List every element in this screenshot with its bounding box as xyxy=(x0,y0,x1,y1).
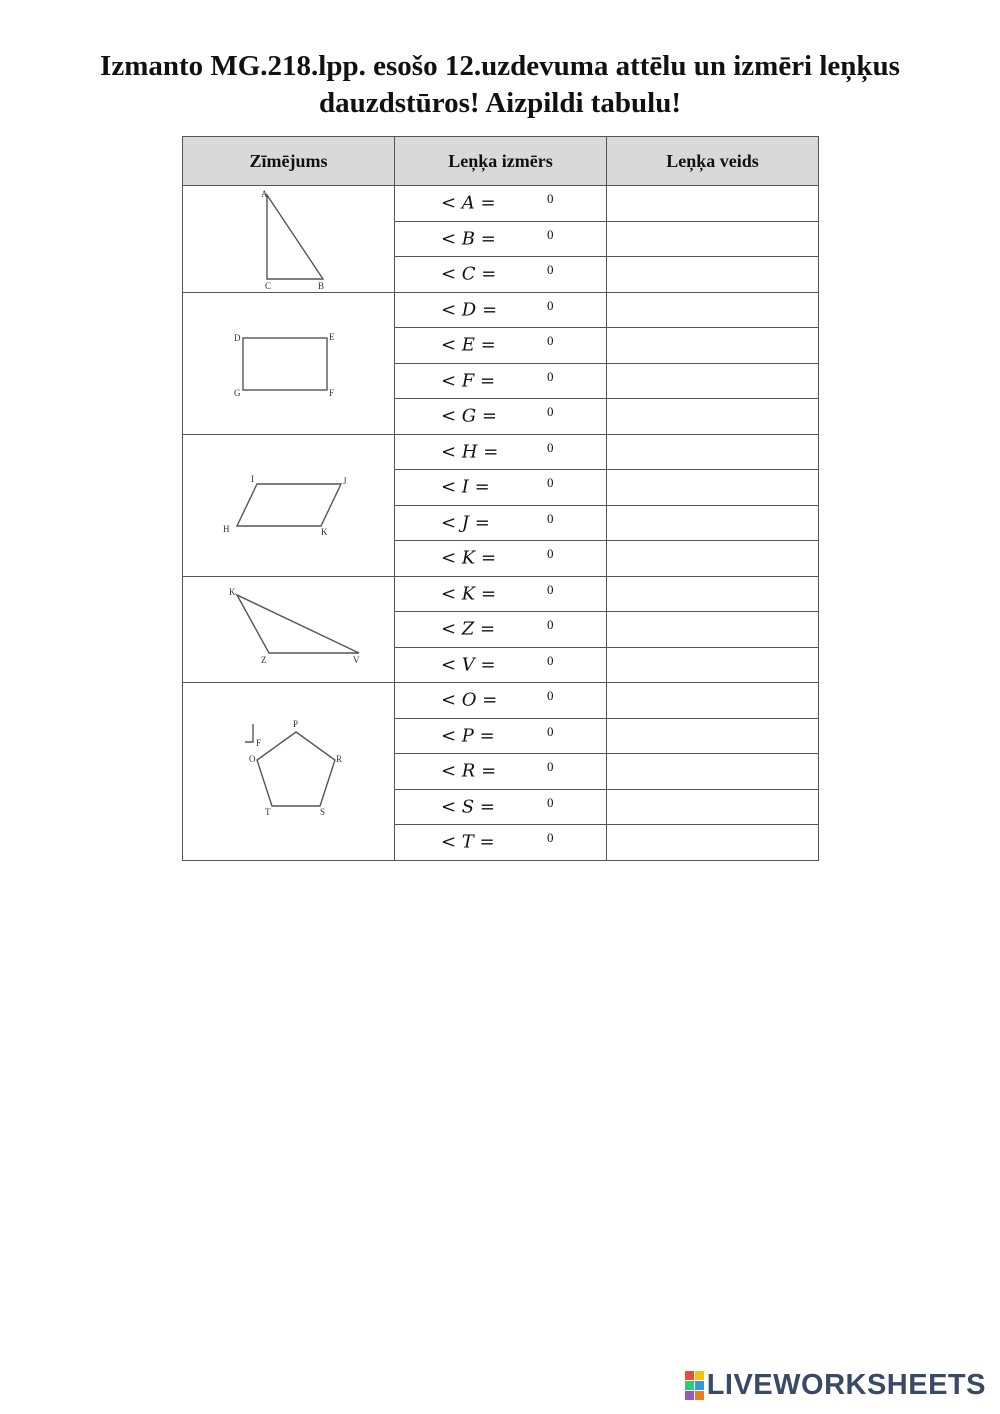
angle-table xyxy=(182,136,819,861)
angle-size-cell[interactable] xyxy=(395,470,607,506)
vertex-label: F xyxy=(255,738,261,749)
angle-type-input[interactable] xyxy=(607,222,818,257)
angle-label: < F = xyxy=(441,370,496,392)
worksheet-title xyxy=(40,48,960,122)
angle-size-cell[interactable] xyxy=(395,576,607,612)
angle-type-cell[interactable] xyxy=(607,328,819,364)
angle-label: < I = xyxy=(441,476,490,498)
degree-mark: 0 xyxy=(547,191,554,206)
parallelogram-drawing xyxy=(219,470,359,540)
angle-type-cell[interactable] xyxy=(607,221,819,257)
degree-mark: 0 xyxy=(547,688,554,703)
angle-size-cell[interactable] xyxy=(395,328,607,364)
degree-mark: 0 xyxy=(547,617,554,632)
angle-type-cell[interactable] xyxy=(607,470,819,506)
table-header-row xyxy=(183,137,819,186)
angle-type-input[interactable] xyxy=(607,328,818,363)
degree-mark: 0 xyxy=(547,226,554,242)
table-row xyxy=(183,186,819,222)
vertex-label: C xyxy=(264,280,271,291)
degree-mark: 0 xyxy=(547,652,554,668)
right-triangle-figure xyxy=(183,186,395,293)
vertex-label: R xyxy=(335,754,342,765)
angle-label: < J = xyxy=(441,512,490,534)
degree-mark: 0 xyxy=(547,262,554,277)
angle-type-cell[interactable] xyxy=(607,789,819,825)
angle-type-cell[interactable] xyxy=(607,825,819,861)
degree-mark: 0 xyxy=(547,333,554,348)
degree-mark: 0 xyxy=(547,794,554,810)
angle-label: < C = xyxy=(441,263,497,285)
table-row xyxy=(183,292,819,328)
vertex-label: Z xyxy=(260,655,266,666)
angle-type-cell[interactable] xyxy=(607,754,819,790)
rectangle-drawing xyxy=(229,328,349,398)
angle-label: < B = xyxy=(441,228,496,250)
angle-label: < D = xyxy=(441,299,498,321)
angle-type-cell[interactable] xyxy=(607,363,819,399)
vertex-label: H xyxy=(222,524,229,534)
angle-label: < P = xyxy=(441,725,495,747)
vertex-label: F xyxy=(328,388,334,398)
angle-size-cell[interactable] xyxy=(395,825,607,861)
angle-type-input[interactable] xyxy=(607,825,818,860)
degree-mark: 0 xyxy=(547,510,554,526)
degree-mark: 0 xyxy=(547,723,554,739)
vertex-label: O xyxy=(248,754,255,765)
title-line-2: dauzdstūros! Aizpildi tabulu! xyxy=(318,87,682,119)
degree-mark: 0 xyxy=(547,830,554,845)
angle-type-cell[interactable] xyxy=(607,576,819,612)
angle-type-cell[interactable] xyxy=(607,505,819,541)
angle-type-input[interactable] xyxy=(607,399,818,434)
header-angle-size: Leņķa izmērs xyxy=(395,137,607,186)
vertex-label: V xyxy=(352,655,359,666)
angle-type-input[interactable] xyxy=(607,506,818,541)
angle-type-input[interactable] xyxy=(607,683,818,718)
angle-type-cell[interactable] xyxy=(607,434,819,470)
angle-type-input[interactable] xyxy=(607,293,818,328)
logo-tile xyxy=(685,1391,694,1400)
logo-tile xyxy=(685,1371,694,1380)
header-angle-type: Leņķa veids xyxy=(607,137,819,186)
angle-label: < H = xyxy=(441,441,499,463)
vertex-label: J xyxy=(342,476,347,486)
degree-mark: 0 xyxy=(547,368,554,384)
logo-tiles-icon xyxy=(685,1371,704,1400)
angle-size-cell[interactable] xyxy=(395,292,607,328)
angle-size-cell[interactable] xyxy=(395,718,607,754)
obtuse-triangle-figure xyxy=(183,576,395,683)
vertex-label: E xyxy=(328,332,334,342)
angle-label: < E = xyxy=(441,334,496,356)
angle-type-input[interactable] xyxy=(607,719,818,754)
angle-size-cell[interactable] xyxy=(395,399,607,435)
parallelogram-figure xyxy=(183,434,395,576)
liveworksheets-logo[interactable] xyxy=(685,1369,986,1402)
angle-type-input[interactable] xyxy=(607,186,818,221)
angle-type-input[interactable] xyxy=(607,754,818,789)
vertex-label: I xyxy=(250,474,254,484)
vertex-label: B xyxy=(317,280,324,291)
angle-label: < V = xyxy=(441,654,496,676)
angle-label: < G = xyxy=(441,405,497,427)
angle-type-input[interactable] xyxy=(607,577,818,612)
title-line-1: Izmanto MG.218.lpp. esošo 12.uzdevuma attēlu un izmēri leņķus xyxy=(100,50,900,82)
angle-size-cell[interactable] xyxy=(395,789,607,825)
angle-type-cell[interactable] xyxy=(607,683,819,719)
angle-type-cell[interactable] xyxy=(607,186,819,222)
degree-mark: 0 xyxy=(547,475,554,490)
angle-size-cell[interactable] xyxy=(395,541,607,577)
angle-size-cell[interactable] xyxy=(395,257,607,293)
angle-label: < R = xyxy=(441,760,497,782)
angle-size-cell[interactable] xyxy=(395,647,607,683)
angle-label: < K = xyxy=(441,547,497,569)
angle-label: < K = xyxy=(441,583,497,605)
angle-size-cell[interactable] xyxy=(395,754,607,790)
angle-type-input[interactable] xyxy=(607,470,818,505)
logo-tile xyxy=(685,1381,694,1390)
degree-mark: 0 xyxy=(547,759,554,774)
angle-type-cell[interactable] xyxy=(607,718,819,754)
angle-label: < O = xyxy=(441,689,498,711)
angle-type-cell[interactable] xyxy=(607,541,819,577)
angle-size-cell[interactable] xyxy=(395,683,607,719)
angle-type-cell[interactable] xyxy=(607,399,819,435)
vertex-label: D xyxy=(233,333,240,343)
vertex-label: A xyxy=(260,188,267,199)
angle-type-input[interactable] xyxy=(607,648,818,683)
degree-mark: 0 xyxy=(547,581,554,597)
vertex-label: K xyxy=(320,527,327,537)
right-triangle-drawing xyxy=(229,187,349,291)
table-row xyxy=(183,434,819,470)
angle-label: < Z = xyxy=(441,618,496,640)
logo-text: LIVEWORKSHEETS xyxy=(706,1369,986,1401)
angle-size-cell[interactable] xyxy=(395,186,607,222)
logo-tile xyxy=(695,1381,704,1390)
pentagon-figure xyxy=(183,683,395,861)
angle-size-cell[interactable] xyxy=(395,434,607,470)
angle-size-cell[interactable] xyxy=(395,221,607,257)
degree-mark: 0 xyxy=(547,439,554,455)
rectangle-figure xyxy=(183,292,395,434)
angle-size-cell[interactable] xyxy=(395,363,607,399)
angle-size-cell[interactable] xyxy=(395,612,607,648)
angle-type-cell[interactable] xyxy=(607,292,819,328)
vertex-label: K xyxy=(228,587,235,598)
pentagon-drawing xyxy=(219,716,359,826)
header-drawing: Zīmējums xyxy=(183,137,395,186)
angle-label: < S = xyxy=(441,796,495,818)
angle-type-input[interactable] xyxy=(607,612,818,647)
logo-tile xyxy=(695,1391,704,1400)
angle-label: < A = xyxy=(441,192,496,214)
logo-tile xyxy=(695,1371,704,1380)
vertex-label: S xyxy=(319,807,325,818)
angle-type-input[interactable] xyxy=(607,541,818,576)
angle-type-input[interactable] xyxy=(607,257,818,292)
table-row xyxy=(183,683,819,719)
degree-mark: 0 xyxy=(547,404,554,419)
angle-size-cell[interactable] xyxy=(395,505,607,541)
degree-mark: 0 xyxy=(547,297,554,313)
angle-type-input[interactable] xyxy=(607,435,818,470)
angle-type-cell[interactable] xyxy=(607,257,819,293)
degree-mark: 0 xyxy=(547,546,554,561)
angle-type-input[interactable] xyxy=(607,364,818,399)
table-row xyxy=(183,576,819,612)
obtuse-triangle-drawing xyxy=(209,583,369,675)
angle-type-input[interactable] xyxy=(607,790,818,825)
angle-label: < T = xyxy=(441,831,495,853)
angle-type-cell[interactable] xyxy=(607,647,819,683)
vertex-label: T xyxy=(264,807,270,818)
vertex-label: P xyxy=(292,719,298,730)
vertex-label: G xyxy=(233,388,240,398)
angle-type-cell[interactable] xyxy=(607,612,819,648)
